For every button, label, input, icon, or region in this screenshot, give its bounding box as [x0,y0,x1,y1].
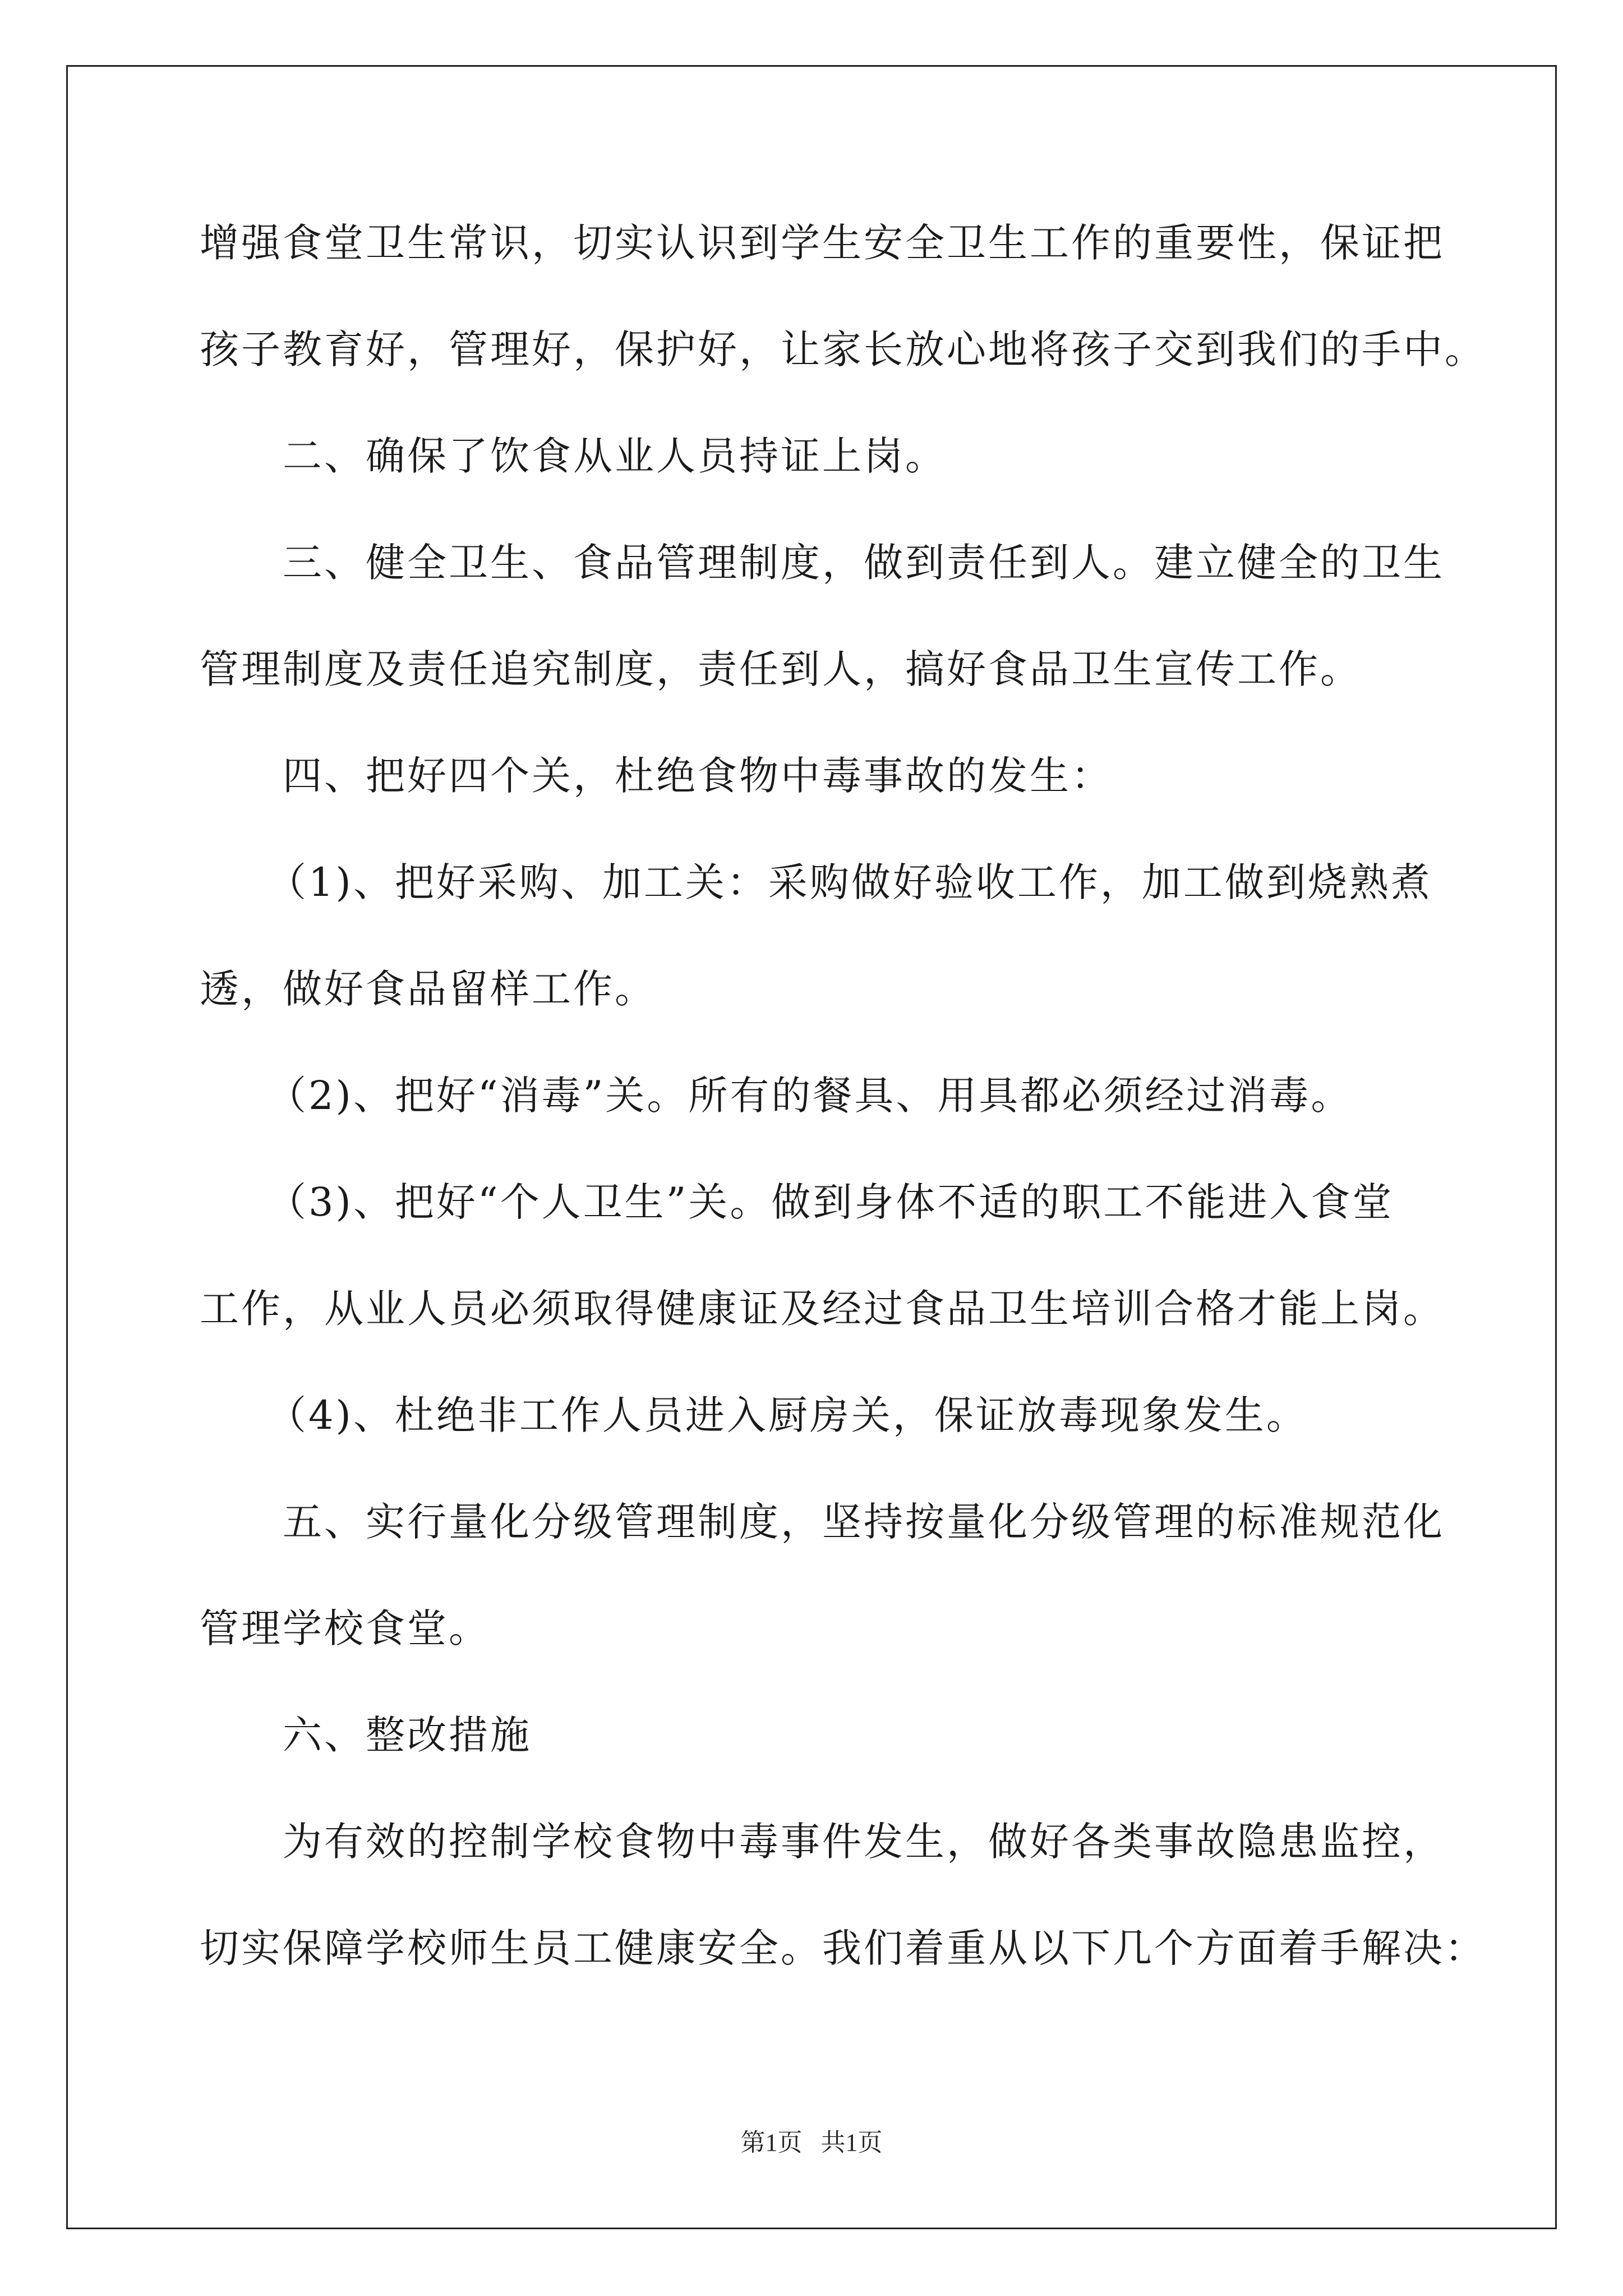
page-footer: 第1页 共1页 [740,2129,883,2156]
text-line-6: 四、把好四个关，杜绝食物中毒事故的发生： [283,753,1113,799]
text-line-9: （2)、把好“消毒”关。所有的餐具、用具都必须经过消毒。 [267,1073,1353,1119]
text-line-15: 六、整改措施 [283,1712,532,1758]
text-line-13: 五、实行量化分级管理制度，坚持按量化分级管理的标准规范化 [283,1499,1445,1545]
text-line-17: 切实保障学校师生员工健康安全。我们着重从以下几个方面着手解决： [200,1925,1486,1971]
text-line-10: （3)、把好“个人卫生”关。做到身体不适的职工不能进入食堂 [267,1179,1394,1225]
text-line-14: 管理学校食堂。 [200,1605,490,1651]
text-line-12: （4)、杜绝非工作人员进入厨房关，保证放毒现象发生。 [267,1392,1308,1438]
text-line-1: 增强食堂卫生常识，切实认识到学生安全卫生工作的重要性，保证把 [200,220,1445,266]
text-line-7: （1)、把好采购、加工关：采购做好验收工作，加工做到烧熟煮 [267,859,1432,905]
text-line-3: 二、确保了饮食从业人员持证上岗。 [283,433,947,479]
text-line-2: 孩子教育好，管理好，保护好，让家长放心地将孩子交到我们的手中。 [200,326,1486,372]
text-line-16: 为有效的控制学校食物中毒事件发生，做好各类事故隐患监控， [283,1819,1445,1865]
text-line-8: 透，做好食品留样工作。 [200,966,656,1012]
page-border [66,65,1557,2229]
text-line-5: 管理制度及责任追究制度，责任到人，搞好食品卫生宣传工作。 [200,646,1362,692]
text-line-4: 三、健全卫生、食品管理制度，做到责任到人。建立健全的卫生 [283,540,1445,586]
text-line-11: 工作，从业人员必须取得健康证及经过食品卫生培训合格才能上岗。 [200,1286,1445,1332]
